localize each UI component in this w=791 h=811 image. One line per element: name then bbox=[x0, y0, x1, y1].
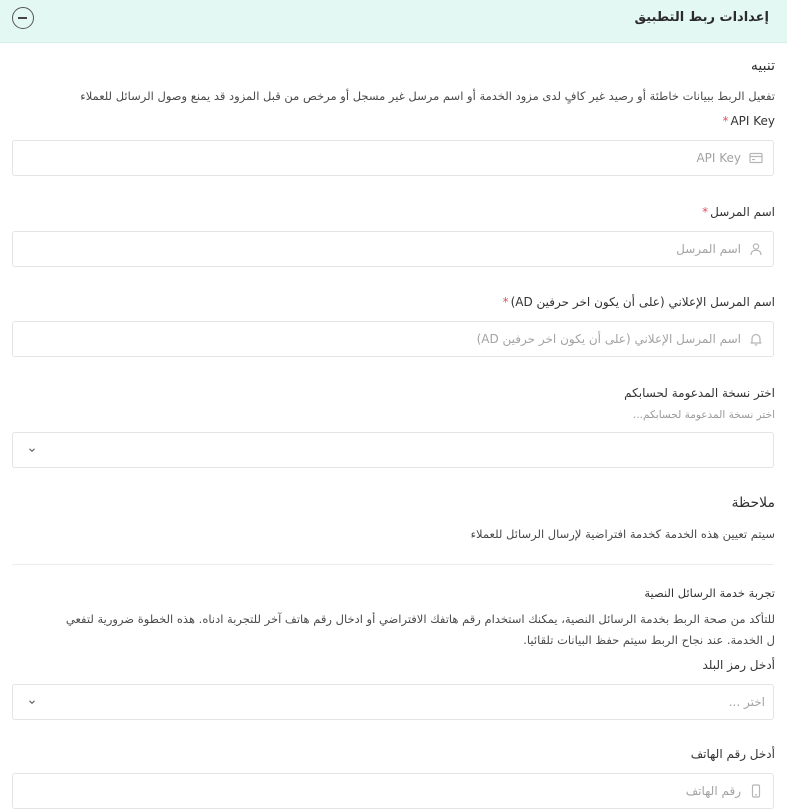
phone-label: أدخل رقم الهاتف bbox=[690, 747, 775, 761]
sender-name-label-text: اسم المرسل bbox=[710, 205, 775, 219]
required-mark: * bbox=[702, 205, 709, 219]
settings-header[interactable] bbox=[0, 0, 787, 43]
bell-icon bbox=[749, 332, 763, 346]
divider bbox=[12, 564, 774, 565]
api-key-placeholder: API Key bbox=[696, 151, 741, 165]
sender-name-label bbox=[702, 205, 775, 219]
version-select[interactable] bbox=[12, 432, 774, 468]
api-key-label bbox=[722, 114, 775, 128]
ad-sender-name-label-text: اسم المرسل الإعلاني (على أن يكون اخر حرفين AD) bbox=[510, 295, 775, 309]
required-mark: * bbox=[502, 295, 509, 309]
version-hint: اختر نسخة المدعومة لحسابكم... bbox=[633, 409, 775, 421]
card-icon bbox=[749, 151, 763, 165]
ad-sender-name-placeholder: اسم المرسل الإعلاني (على أن يكون اخر حرفين AD) bbox=[476, 332, 741, 346]
chevron-down-icon bbox=[27, 697, 37, 707]
api-key-label-text: API Key bbox=[730, 114, 775, 128]
ad-sender-name-input[interactable] bbox=[12, 321, 774, 357]
phone-icon bbox=[749, 784, 763, 798]
api-key-input[interactable] bbox=[12, 140, 774, 176]
country-code-placeholder: اختر ... bbox=[728, 695, 765, 709]
note-text: سيتم تعيين هذه الخدمة كخدمة افتراضية لإرسال الرسائل للعملاء bbox=[470, 527, 775, 541]
collapse-icon[interactable] bbox=[12, 7, 34, 29]
version-label: اختر نسخة المدعومة لحسابكم bbox=[624, 386, 775, 400]
test-text-line-1: للتأكد من صحة الربط بخدمة الرسائل النصية، يمكنك استخدام رقم هاتفك الافتراضي أو ادخال رقم هاتف آخر للتجربة ادناه. هذه الخطوة ضرورية لتفعي bbox=[65, 612, 775, 626]
required-mark: * bbox=[722, 114, 729, 128]
phone-placeholder: رقم الهاتف bbox=[685, 784, 741, 798]
chevron-down-icon bbox=[27, 445, 37, 455]
test-title: تجربة خدمة الرسائل النصية bbox=[644, 586, 775, 600]
note-title: ملاحظة bbox=[731, 495, 775, 511]
user-icon bbox=[749, 242, 763, 256]
sender-name-input[interactable] bbox=[12, 231, 774, 267]
alert-text: تفعيل الربط ببيانات خاطئة أو رصيد غير كافٍ لدى مزود الخدمة أو اسم مرسل غير مسجل أو مرخص من قبل المزود قد يمنع وصول الرسائل للعملاء bbox=[80, 89, 775, 103]
country-code-label: أدخل رمز البلد bbox=[702, 658, 775, 672]
phone-input[interactable] bbox=[12, 773, 774, 809]
section-title: إعدادات ربط التطبيق bbox=[634, 10, 769, 25]
country-code-select[interactable] bbox=[12, 684, 774, 720]
sender-name-placeholder: اسم المرسل bbox=[676, 242, 741, 256]
ad-sender-name-label bbox=[503, 295, 775, 309]
test-text-line-2: ل الخدمة. عند نجاح الربط سيتم حفظ البيانات تلقائيا. bbox=[523, 633, 775, 647]
alert-title: تنبيه bbox=[750, 58, 775, 74]
